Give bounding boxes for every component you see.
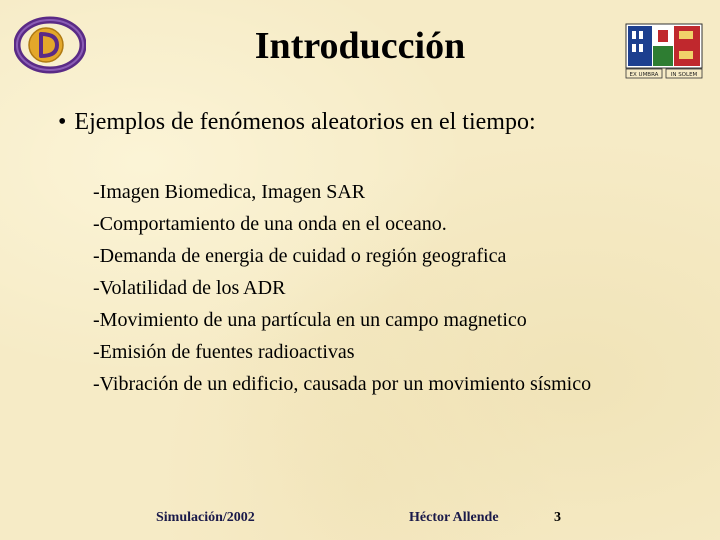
list-item: -Comportamiento de una onda en el oceano. <box>93 213 447 235</box>
footer-author: Héctor Allende <box>409 510 499 525</box>
list-item: -Emisión de fuentes radioactivas <box>93 341 355 363</box>
page-number: 3 <box>554 510 561 525</box>
bullet-heading <box>58 106 536 138</box>
footer-course: Simulación/2002 <box>156 510 255 525</box>
svg-text:EX UMBRA: EX UMBRA <box>629 72 659 78</box>
bullet-text: Ejemplos de fenómenos aleatorios en el tiempo: <box>74 109 536 135</box>
university-crest-icon <box>624 22 704 80</box>
list-item: -Vibración de un edificio, causada por un movimiento sísmico <box>93 373 592 395</box>
page-title: Introducción <box>254 25 466 67</box>
list-item: -Volatilidad de los ADR <box>93 277 286 299</box>
list-item: -Movimiento de una partícula en un campo magnetico <box>93 309 527 331</box>
list-item: -Imagen Biomedica, Imagen SAR <box>93 181 366 203</box>
svg-text:IN SOLEM: IN SOLEM <box>670 72 698 78</box>
list-item: -Demanda de energia de cuidad o región geografica <box>93 245 507 267</box>
example-list <box>93 176 633 397</box>
bullet-marker: • <box>58 109 67 135</box>
